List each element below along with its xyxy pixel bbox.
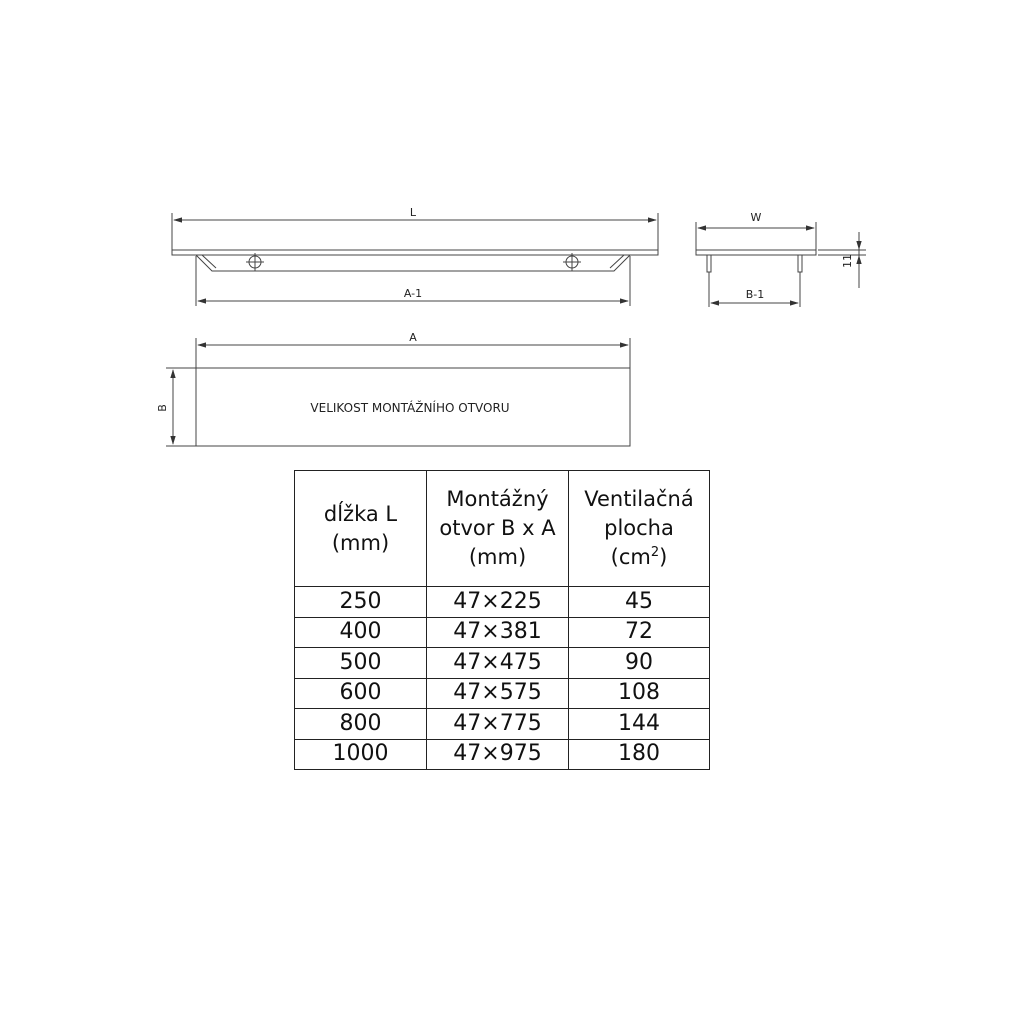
cell-length: 1000 [295, 739, 427, 770]
cell-ventilation: 45 [569, 587, 710, 618]
header-ventilation [569, 471, 710, 587]
header-opening-line-2: otvor B x A [439, 516, 556, 540]
cell-ventilation: 108 [569, 678, 710, 709]
cell-ventilation: 180 [569, 739, 710, 770]
header-ventilation-line-2: plocha [604, 516, 674, 540]
dimension-A-label: A [409, 331, 417, 344]
cell-length: 250 [295, 587, 427, 618]
header-length-line-1: dĺžka L [323, 501, 398, 526]
header-length-line-2: (mm) [331, 530, 390, 555]
cell-opening: 47×775 [427, 709, 569, 740]
table-row [295, 739, 710, 770]
grille-plate [172, 250, 658, 255]
cell-opening: 47×225 [427, 587, 569, 618]
header-ventilation-unit [569, 543, 709, 572]
cell-ventilation: 72 [569, 617, 710, 648]
cell-opening: 47×475 [427, 648, 569, 679]
opening-view [166, 338, 630, 446]
cell-length: 600 [295, 678, 427, 709]
spec-table [294, 470, 710, 770]
header-opening-line-3: (mm) [468, 545, 527, 569]
technical-drawing [0, 0, 1024, 470]
header-length [295, 471, 427, 587]
cell-length: 400 [295, 617, 427, 648]
dimension-A-1-label: A-1 [403, 287, 423, 300]
header-ventilation-line-1: Ventilačná [584, 487, 694, 511]
unit-text: (cm [610, 545, 651, 569]
cell-length: 500 [295, 648, 427, 679]
opening-label: VELIKOST MONTÁŽNÍHO OTVORU [310, 401, 510, 415]
dimension-height-label: 11 [841, 254, 854, 268]
cell-length: 800 [295, 709, 427, 740]
screw-left [246, 253, 264, 271]
header-opening-line-1: Montážný [446, 487, 549, 511]
dimension-B-1-label: B-1 [745, 288, 765, 301]
unit-superscript: 2 [650, 545, 660, 560]
table-row [295, 678, 710, 709]
unit-close: ) [659, 545, 668, 569]
table-row [295, 587, 710, 618]
table-row [295, 617, 710, 648]
dimension-L-label: L [409, 206, 417, 219]
cell-ventilation: 144 [569, 709, 710, 740]
header-opening [427, 471, 569, 587]
table-row [295, 709, 710, 740]
dimension-W-label: W [750, 211, 762, 224]
table-row [295, 648, 710, 679]
cell-ventilation: 90 [569, 648, 710, 679]
table-header-row [295, 471, 710, 587]
dimension-B-label: B [156, 404, 169, 412]
screw-right [563, 253, 581, 271]
cell-opening: 47×975 [427, 739, 569, 770]
cell-opening: 47×381 [427, 617, 569, 648]
cell-opening: 47×575 [427, 678, 569, 709]
side-plate [696, 250, 816, 255]
